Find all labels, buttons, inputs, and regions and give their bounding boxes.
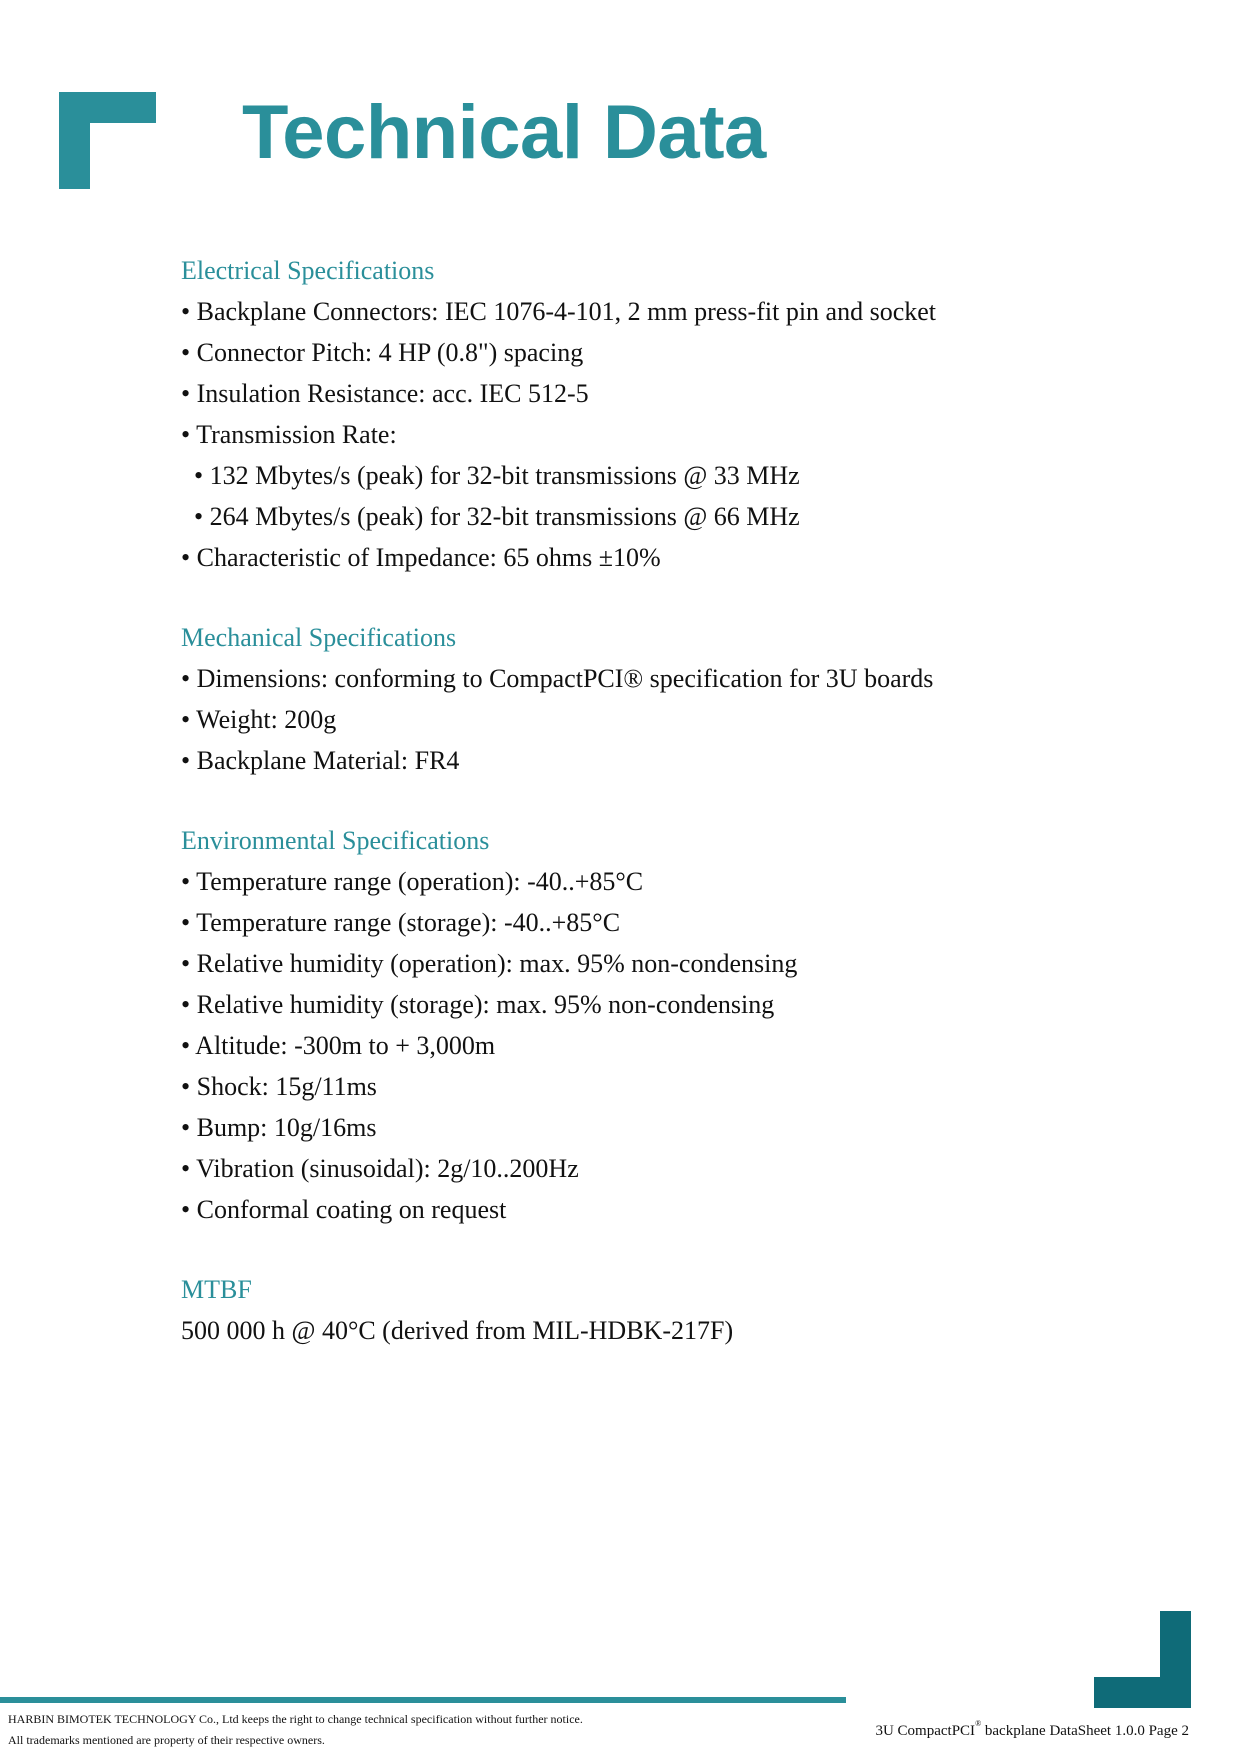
footer-doc-info [875, 1714, 1189, 1741]
footer-doc-prefix: 3U CompactPCI [875, 1723, 976, 1739]
spec-line: • Relative humidity (storage): max. 95% non-condensing [181, 990, 775, 1019]
section-heading: Electrical Specifications [181, 256, 435, 285]
corner-bracket-horizontal-bar [1094, 1677, 1191, 1708]
spec-line: • Relative humidity (operation): max. 95% non-condensing [181, 949, 798, 978]
spec-line: • Characteristic of Impedance: 65 ohms ±10% [181, 543, 661, 572]
spec-line: • Bump: 10g/16ms [181, 1113, 377, 1142]
spec-line: • Backplane Material: FR4 [181, 746, 460, 775]
spec-line: • Shock: 15g/11ms [181, 1072, 377, 1101]
section-heading: Environmental Specifications [181, 826, 490, 855]
spec-content [181, 250, 1161, 1390]
spec-line: • Temperature range (operation): -40..+85°C [181, 867, 644, 896]
spec-subline: • 264 Mbytes/s (peak) for 32-bit transmissions @ 66 MHz [194, 502, 800, 531]
spec-line: • Conformal coating on request [181, 1195, 507, 1224]
corner-bracket-bottom-right [1094, 1611, 1191, 1708]
footer-legal [8, 1709, 583, 1751]
footer-doc-suffix: backplane DataSheet 1.0.0 Page 2 [981, 1723, 1189, 1739]
section-mtbf [181, 1269, 1161, 1351]
spec-line: • Weight: 200g [181, 705, 337, 734]
section-electrical [181, 250, 1161, 578]
spec-line: • Dimensions: conforming to CompactPCI® specification for 3U boards [181, 664, 934, 693]
section-environmental [181, 820, 1161, 1230]
spec-line: 500 000 h @ 40°C (derived from MIL-HDBK-217F) [181, 1316, 734, 1345]
corner-bracket-horizontal-bar [59, 92, 156, 123]
section-mechanical [181, 617, 1161, 781]
footer-notice: HARBIN BIMOTEK TECHNOLOGY Co., Ltd keeps the right to change technical specification without further notice. [8, 1712, 583, 1726]
spec-line: • Temperature range (storage): -40..+85°C [181, 908, 621, 937]
footer-trademarks: All trademarks mentioned are property of their respective owners. [8, 1733, 325, 1747]
footer-registered-mark: ® [975, 1719, 982, 1728]
spec-subline: • 132 Mbytes/s (peak) for 32-bit transmissions @ 33 MHz [194, 461, 800, 490]
corner-bracket-top-left [59, 92, 156, 189]
section-heading: MTBF [181, 1275, 252, 1304]
page-title: Technical Data [242, 90, 766, 175]
footer-divider [0, 1697, 846, 1703]
spec-line: • Vibration (sinusoidal): 2g/10..200Hz [181, 1154, 579, 1183]
spec-line: • Insulation Resistance: acc. IEC 512-5 [181, 379, 589, 408]
spec-line: • Backplane Connectors: IEC 1076-4-101, 2 mm press-fit pin and socket [181, 297, 937, 326]
spec-line: • Altitude: -300m to + 3,000m [181, 1031, 496, 1060]
spec-line: • Connector Pitch: 4 HP (0.8") spacing [181, 338, 584, 367]
section-heading: Mechanical Specifications [181, 623, 457, 652]
spec-line: • Transmission Rate: [181, 420, 397, 449]
